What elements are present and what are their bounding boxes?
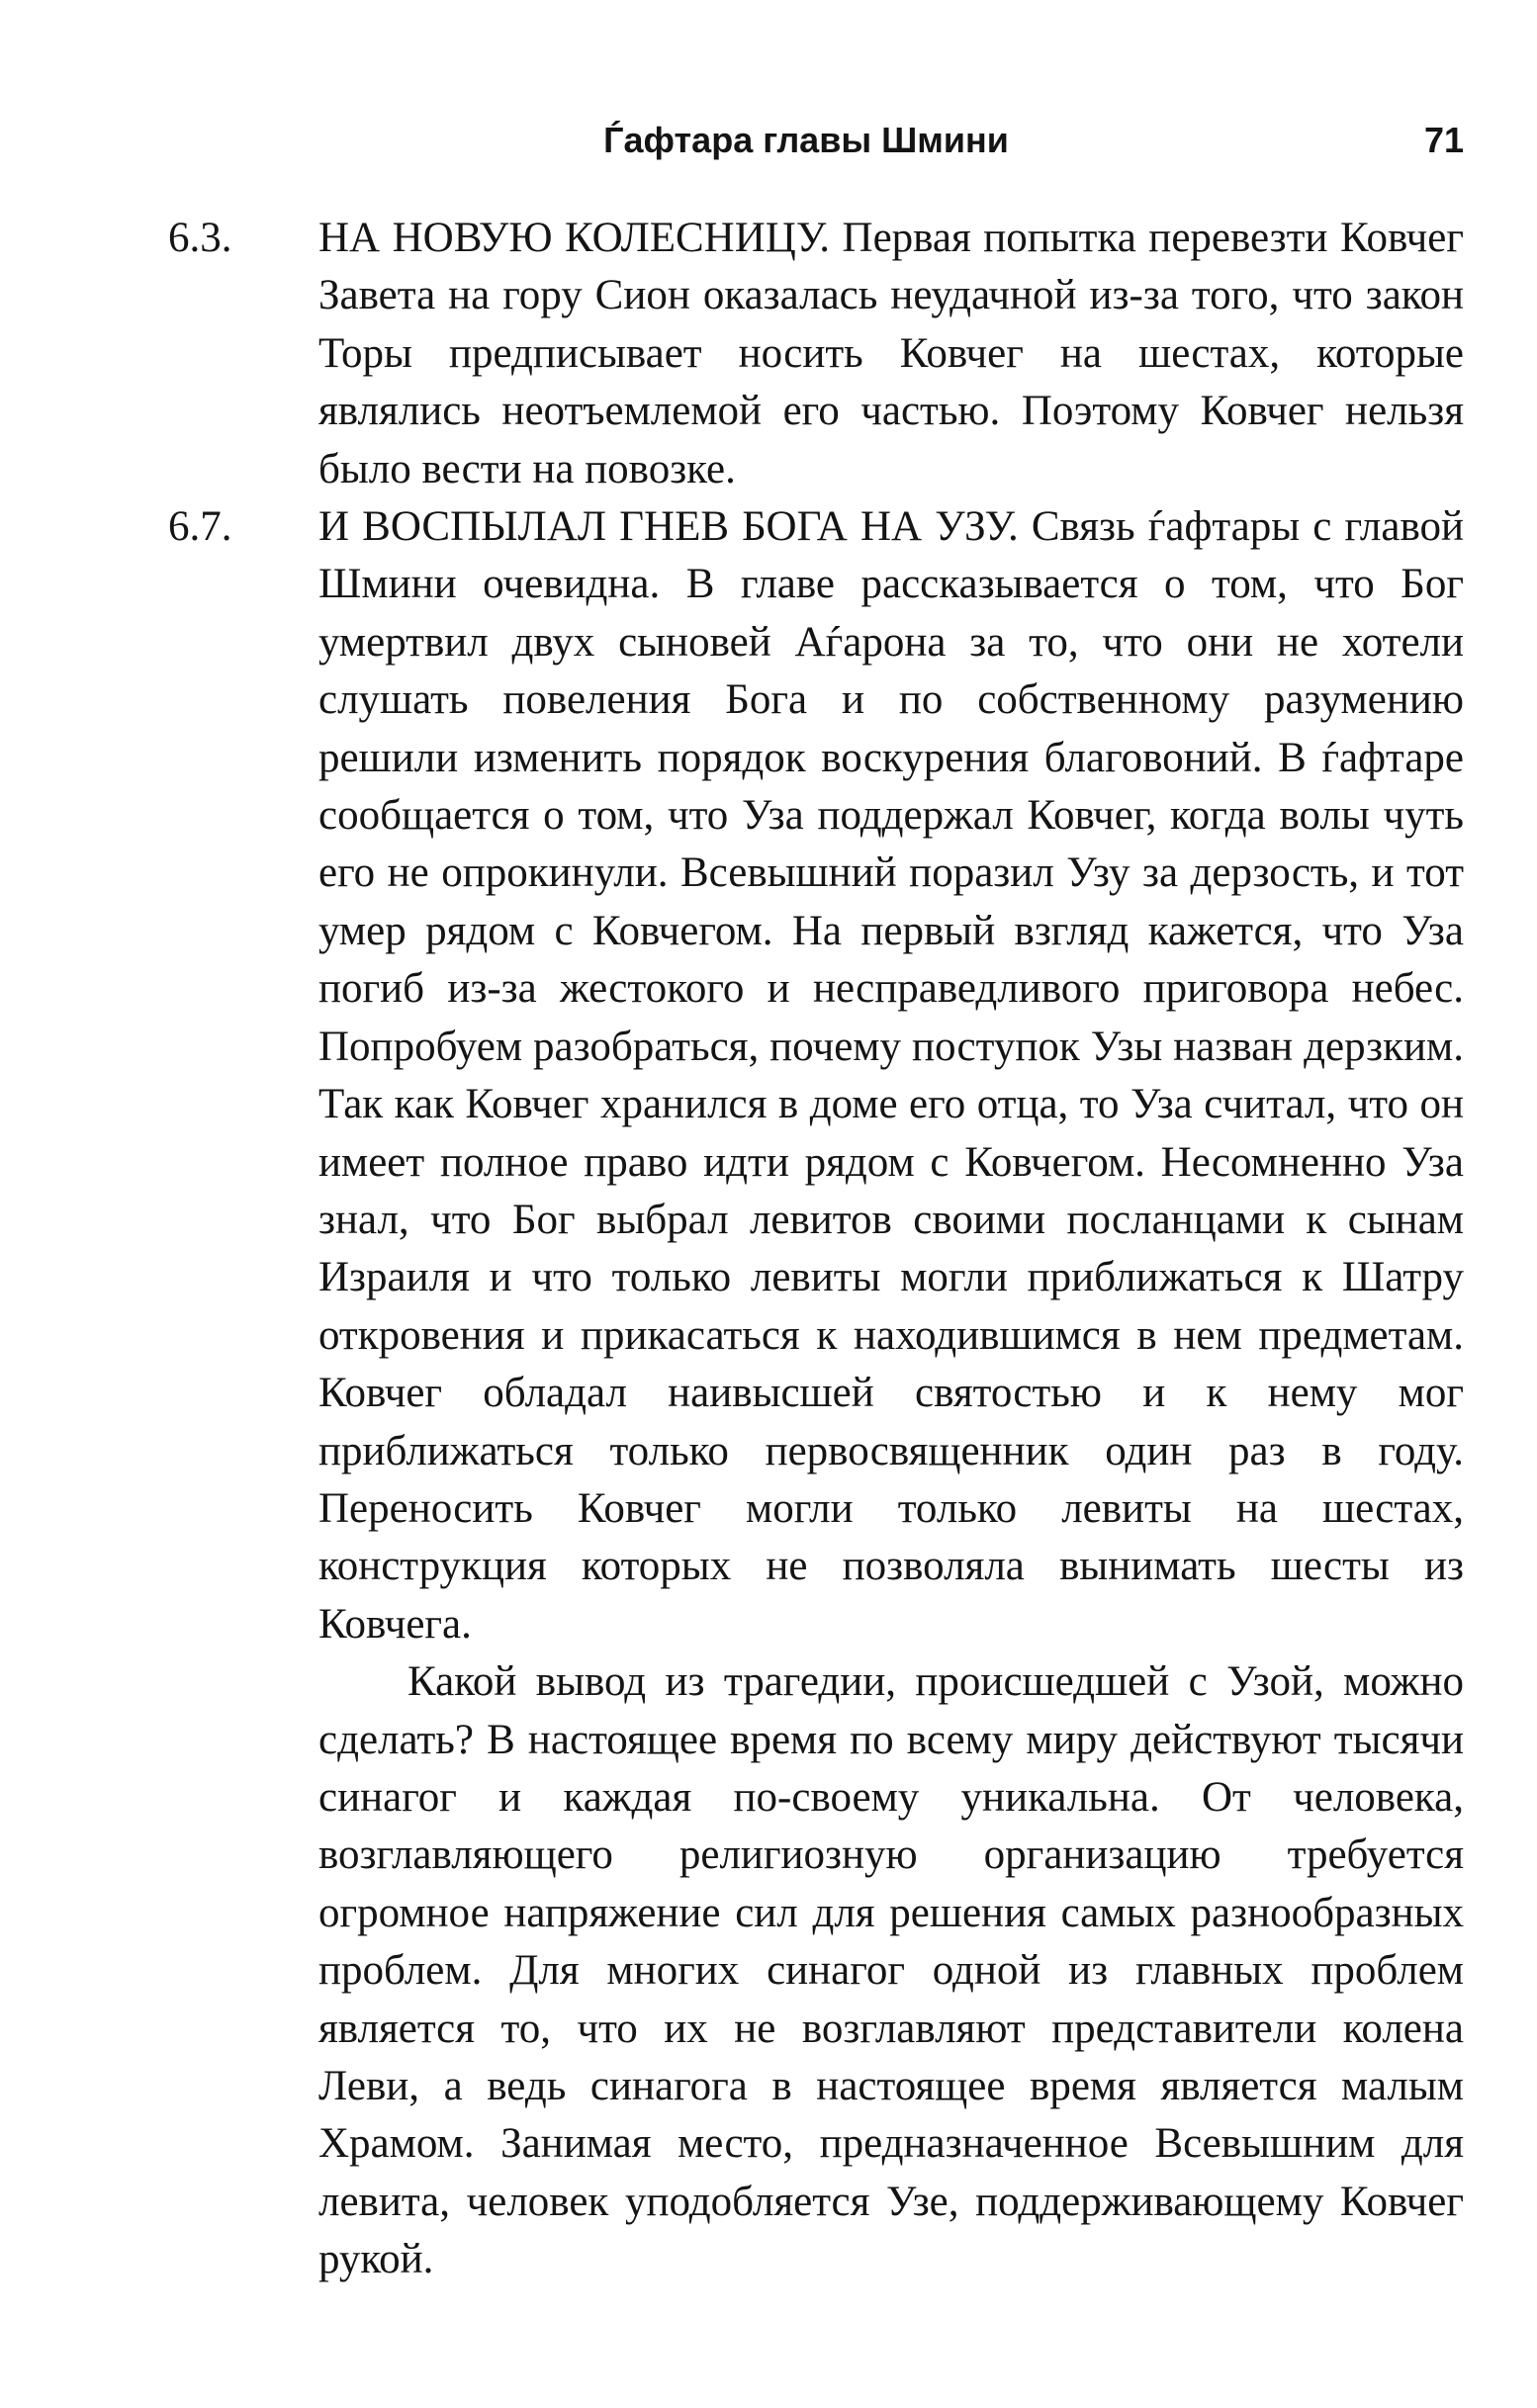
page-number: 71 (1423, 120, 1464, 160)
verse-number: 6.7. (168, 503, 232, 551)
verse-number: 6.3. (168, 215, 232, 261)
commentary-note (168, 498, 1464, 1653)
note-text: НА НОВУЮ КОЛЕСНИЦУ. Первая попытка перевезти Ковчег Завета на гору Сион оказалась неудачной из-за того, что закон Торы предписывает носить Ковчег на шестах, которые являлись неотъемлемой его частью. Поэтому Ковчег нельзя было вести на повозке. (318, 215, 1464, 492)
running-header (148, 111, 1464, 170)
commentary-note (168, 210, 1464, 498)
body-paragraph: Какой вывод из трагедии, происшедшей с Узой, можно сделать? В настоящее время по всему миру действуют тысячи синагог и каждая по-своему уникальна. От человека, возглавляющего религиозную организацию требуется огромное напряжение сил для решения самых разнообразных проблем. Для многих синагог одной из главных проблем является то, что их не возглавляют представители колена Леви, а ведь синагога в настоящее время является малым Храмом. Занимая место, предназначенное Всевышним для левита, человек уподобляется Узе, поддерживающему Ковчег рукой. (318, 1658, 1464, 2283)
page-text (168, 210, 1464, 2289)
chapter-title: Ѓафтара главы Шмини (603, 120, 1009, 160)
note-text: И ВОСПЫЛАЛ ГНЕВ БОГА НА УЗУ. Связь ѓафтары с главой Шмини очевидна. В главе рассказывается о том, что Бог умертвил двух сыновей Аѓарона за то, что они не хотели слушать повеления Бога и по собственному разумению решили изменить порядок воскурения благовоний. В ѓафтаре сообщается о том, что Уза поддержал Ковчег, когда волы чуть его не опрокинули. Всевышний поразил Узу за дерзость, и тот умер рядом с Ковчегом. На первый взгляд кажется, что Уза погиб из-за жестокого и несправедливого приговора небес. Попробуем разобраться, почему поступок Узы назван дерзким. Так как Ковчег хранился в доме его отца, то Уза считал, что он имеет полное право идти рядом с Ковчегом. Несомненно Уза знал, что Бог выбрал левитов своими посланцами к сынам Израиля и что только левиты могли приближаться к Шатру откровения и прикасаться к находившимся в нем предметам. Ковчег обладал наивысшей святостью и к нему мог приближаться только первосвященник один раз в году. Переносить Ковчег могли только левиты на шестах, конструкция которых не позволяла вынимать шесты из Ковчега. (318, 503, 1464, 1648)
